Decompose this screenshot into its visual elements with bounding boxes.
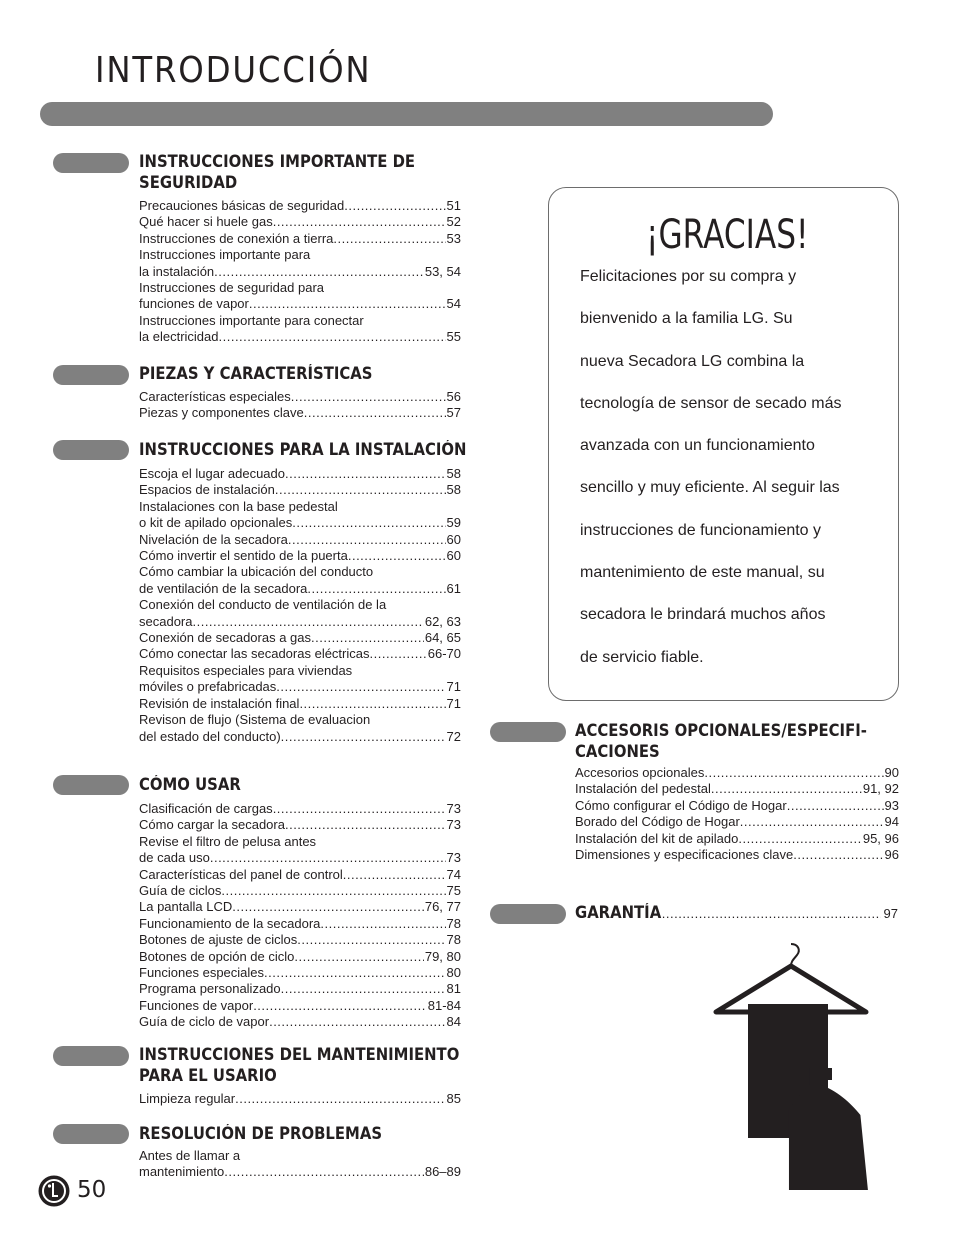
toc-entry-text: Nivelación de la secadora (139, 531, 288, 547)
toc-entry-page: 90 (884, 765, 899, 780)
section-tab (53, 153, 129, 173)
dot-leader (273, 214, 446, 230)
toc-entry (575, 798, 899, 814)
toc-entry-text: Limpieza regular (139, 1091, 236, 1106)
toc-entry (139, 466, 461, 482)
toc-entry (139, 482, 461, 498)
section-heading-garantia (575, 903, 898, 922)
section-heading-accesorios: ACCESORIS OPCIONALES/ESPECIFI- CACIONES (575, 721, 867, 761)
dot-leader (344, 198, 445, 214)
toc-entry (139, 883, 461, 899)
toc-entry-text: Guía de ciclo de vapor (139, 1014, 270, 1030)
toc-entry-page: 56 (446, 389, 461, 404)
toc-entry-text: Instrucciones de conexión a tierra (139, 230, 334, 246)
dot-leader (221, 883, 445, 899)
toc-list-seguridad (139, 198, 461, 346)
toc-entry-text: Accesorios opcionales (575, 765, 705, 780)
dot-leader (253, 998, 427, 1014)
section-tab (53, 440, 129, 460)
toc-entry-text: Borado del Código de Hogar (575, 814, 740, 830)
toc-entry-page: 60 (446, 531, 461, 547)
toc-entry-text: de ventilación de la secadora (139, 580, 308, 596)
toc-entry (139, 729, 461, 745)
toc-entry-text: móviles o prefabricadas (139, 679, 277, 695)
toc-entry-text: Espacios de instalación (139, 482, 275, 498)
toc-entry-page: 76, 77 (424, 899, 461, 915)
toc-entry (575, 765, 899, 781)
toc-entry-text: Conexión del conducto de ventilación de la (139, 597, 387, 613)
toc-entry-page: 51 (446, 198, 461, 213)
toc-entry-page: 53 (446, 230, 461, 246)
dot-leader (311, 630, 424, 646)
toc-entry (139, 1014, 461, 1030)
toc-entry-text: la instalación (139, 263, 215, 279)
toc-entry-text: Instrucciones importante para (139, 247, 311, 263)
toc-list-mantenimiento (139, 1091, 461, 1107)
dot-leader (333, 231, 445, 247)
toc-entry-text: Funciones de vapor (139, 997, 254, 1013)
toc-entry (139, 630, 461, 646)
dot-leader (276, 679, 445, 695)
toc-entry-text: Botones de opción de ciclo (139, 948, 295, 964)
toc-entry-page: 71 (446, 695, 461, 711)
dot-leader (285, 466, 446, 482)
toc-list-como-usar (139, 801, 461, 1031)
section-tab (490, 904, 566, 924)
toc-entry-page: 85 (446, 1091, 461, 1106)
toc-entry-text: Revison de flujo (Sistema de evaluacion (139, 712, 371, 728)
toc-entry-text: de cada uso (139, 850, 210, 866)
toc-entry (139, 329, 461, 345)
dot-leader (249, 296, 446, 312)
toc-entry (139, 932, 461, 948)
section-heading-seguridad: INSTRUCCIONES IMPORTANTE DE SEGURIDAD (139, 152, 416, 192)
dot-leader (281, 981, 446, 997)
toc-entry-page: 75 (446, 883, 461, 899)
section-heading-instalacion: INSTRUCCIONES PARA LA INSTALACIÓN (139, 440, 467, 459)
toc-entry (139, 916, 461, 932)
toc-entry-text: Guía de ciclos (139, 883, 222, 899)
toc-entry-text: Instrucciones de seguridad para (139, 280, 325, 296)
toc-entry-page: 71 (446, 679, 461, 695)
toc-entry (139, 548, 461, 564)
toc-entry-page: 91, 92 (862, 781, 899, 797)
toc-entry-page: 74 (446, 866, 461, 882)
dot-leader (210, 850, 446, 866)
toc-entry (139, 949, 461, 965)
dot-leader (793, 847, 883, 863)
toc-entry-text: Características del panel de control (139, 866, 343, 882)
toc-entry-page: 93 (884, 797, 899, 813)
dot-leader (224, 1164, 424, 1180)
dot-leader (294, 949, 423, 965)
toc-entry (139, 801, 461, 817)
toc-entry-text: o kit de apilado opcionales (139, 515, 293, 531)
toc-entry-page: 52 (446, 214, 461, 230)
toc-entry-text: Programa personalizado (139, 981, 281, 997)
toc-entry-text: Clasificación de cargas (139, 801, 273, 816)
title-bar (40, 102, 773, 126)
toc-entry-text: Cómo cambiar la ubicación del conducto (139, 564, 374, 580)
toc-entry-page: 81-84 (427, 997, 461, 1013)
dot-leader (307, 581, 445, 597)
toc-entry-page: 66-70 (427, 646, 461, 662)
toc-list-piezas (139, 389, 461, 422)
section-heading-como-usar: CÓMO USAR (139, 775, 241, 794)
toc-entry-text: la electricidad (139, 329, 219, 345)
dot-leader (348, 548, 446, 564)
dot-leader (787, 798, 884, 814)
toc-entry-page: 94 (884, 814, 899, 830)
toc-list-accesorios (575, 765, 899, 863)
toc-entry (139, 646, 461, 662)
dot-leader (235, 1091, 445, 1107)
dot-leader (275, 482, 446, 498)
toc-entry-page: 59 (446, 515, 461, 531)
toc-entry (139, 296, 461, 312)
toc-entry-text: Instrucciones importante para conectar (139, 312, 364, 328)
toc-entry (139, 405, 461, 421)
toc-entry-text: Cómo cargar la secadora (139, 817, 285, 833)
section-heading-problemas: RESOLUCIÓN DE PROBLEMAS (139, 1124, 383, 1143)
dot-leader (219, 329, 446, 345)
toc-entry-text: Escoja el lugar adecuado (139, 466, 285, 481)
toc-entry (139, 981, 461, 997)
toc-entry (139, 515, 461, 531)
toc-entry-text: Qué hacer si huele gas (139, 214, 273, 230)
toc-entry-text: Cómo invertir el sentido de la puerta (139, 548, 348, 564)
toc-entry-page: 79, 80 (424, 948, 461, 964)
toc-entry (139, 389, 461, 405)
toc-entry (139, 679, 461, 695)
toc-entry-text: Funcionamiento de la secadora (139, 915, 321, 931)
toc-entry-page: 95, 96 (862, 830, 899, 846)
toc-entry-page: 73 (446, 801, 461, 816)
toc-entry (575, 814, 899, 830)
toc-entry-text: Cómo conectar las secadoras eléctricas (139, 646, 370, 662)
dot-leader (740, 814, 884, 830)
toc-entry-text: Dimensiones y especificaciones clave (575, 847, 794, 863)
toc-entry (575, 847, 899, 863)
toc-entry-text: del estado del conducto) (139, 728, 281, 744)
toc-entry (139, 998, 461, 1014)
toc-entry-page: 58 (446, 466, 461, 481)
toc-entry-page: 64, 65 (424, 630, 461, 646)
dot-leader (192, 614, 423, 630)
toc-entry-page: 57 (446, 405, 461, 421)
toc-entry-text: Antes de llamar a (139, 1148, 241, 1163)
dot-leader (297, 932, 445, 948)
dot-leader (273, 801, 446, 817)
toc-entry-page: 53, 54 (424, 263, 461, 279)
toc-entry (139, 696, 461, 712)
dot-leader (662, 906, 881, 921)
toc-entry (139, 231, 461, 247)
hanger-towel-detergent-icon (712, 940, 870, 1190)
toc-entry-page: 72 (446, 728, 461, 744)
toc-entry (139, 198, 461, 214)
dot-leader (711, 781, 862, 797)
toc-entry-text: Cómo configurar el Código de Hogar (575, 797, 787, 813)
toc-entry (139, 614, 461, 630)
toc-entry-page: 62, 63 (424, 613, 461, 629)
toc-entry-text: Instalación del pedestal (575, 781, 711, 797)
toc-entry-text: Botones de ajuste de ciclos (139, 932, 298, 948)
toc-entry-text: Conexión de secadoras a gas (139, 630, 312, 646)
dot-leader (214, 264, 424, 280)
section-tab (490, 722, 566, 742)
toc-entry-page: 54 (446, 296, 461, 312)
section-heading-piezas: PIEZAS Y CARACTERÍSTICAS (139, 364, 373, 383)
toc-entry-text: Instalaciones con la base pedestal (139, 498, 338, 514)
dot-leader (264, 965, 446, 981)
toc-entry-page: 73 (446, 850, 461, 866)
toc-entry (139, 581, 461, 597)
toc-entry-text: secadora (139, 613, 193, 629)
dot-leader (232, 899, 424, 915)
toc-entry-text: La pantalla LCD (139, 899, 233, 915)
dot-leader (304, 405, 446, 421)
toc-entry (139, 1091, 461, 1107)
toc-list-problemas (139, 1148, 461, 1181)
toc-entry (139, 867, 461, 883)
dot-leader (343, 867, 446, 883)
toc-entry (139, 817, 461, 833)
dot-leader (281, 729, 446, 745)
dot-leader (269, 1014, 445, 1030)
section-tab (53, 365, 129, 385)
dot-leader (370, 646, 427, 662)
toc-entry-text: Requisitos especiales para viviendas (139, 662, 353, 678)
toc-entry (139, 899, 461, 915)
toc-entry-page: 84 (446, 1014, 461, 1030)
dot-leader (288, 532, 446, 548)
toc-entry-text: Funciones especiales (139, 965, 265, 981)
toc-entry-page: 86–89 (424, 1164, 461, 1180)
page-number: 50 (77, 1177, 107, 1203)
garantia-page: 97 (883, 906, 898, 921)
dot-leader (320, 916, 445, 932)
dot-leader (285, 817, 446, 833)
toc-entry (575, 831, 899, 847)
toc-entry-text: Instalación del kit de apilado (575, 830, 739, 846)
toc-entry (139, 1164, 461, 1180)
toc-entry-text: funciones de vapor (139, 296, 249, 312)
toc-entry-text: Características especiales (139, 389, 291, 404)
toc-entry-page: 73 (446, 817, 461, 833)
toc-entry-text: Precauciones básicas de seguridad (139, 198, 345, 213)
toc-entry-text: mantenimiento (139, 1164, 225, 1180)
toc-entry-page: 60 (446, 548, 461, 564)
toc-entry-page: 78 (446, 932, 461, 948)
dot-leader (704, 765, 883, 781)
section-tab (53, 1124, 129, 1144)
toc-entry (139, 532, 461, 548)
section-tab (53, 775, 129, 795)
toc-list-instalacion (139, 466, 461, 745)
toc-entry (139, 214, 461, 230)
toc-entry-text: Revise el filtro de pelusa antes (139, 833, 317, 849)
section-heading-mantenimiento: INSTRUCCIONES DEL MANTENIMIENTO PARA EL USARIO (139, 1045, 460, 1085)
gracias-text: Felicitaciones por su compra y bienvenido a la familia LG. Su nueva Secadora LG combina la tecnología de sensor de secado más avanzada con un funcionamiento sencillo y muy eficiente. Al seguir las instrucciones de funcionamiento y mantenimiento de este manual, su secadora le brindará muchos años de servicio fiable. (580, 268, 842, 666)
gracias-title: ¡GRACIAS! (646, 212, 809, 258)
toc-entry-page: 78 (446, 915, 461, 931)
toc-entry-text: Revisión de instalación final (139, 695, 300, 711)
toc-entry (139, 264, 461, 280)
toc-entry-page: 61 (446, 580, 461, 596)
dot-leader (738, 831, 862, 847)
dot-leader (291, 389, 446, 405)
toc-entry-page: 55 (446, 329, 461, 345)
toc-entry (139, 965, 461, 981)
toc-entry (139, 850, 461, 866)
lg-logo-icon (38, 1175, 70, 1207)
toc-entry-page: 80 (446, 965, 461, 981)
garantia-label: GARANTÍA (575, 903, 662, 922)
dot-leader (292, 515, 445, 531)
page-title: INTRODUCCIÓN (95, 50, 372, 91)
section-tab (53, 1046, 129, 1066)
toc-entry-text: Piezas y componentes clave (139, 405, 304, 421)
toc-entry-page: 96 (884, 847, 899, 863)
dot-leader (299, 696, 445, 712)
toc-entry-page: 58 (446, 482, 461, 498)
toc-entry-page: 81 (446, 981, 461, 997)
toc-entry (575, 781, 899, 797)
